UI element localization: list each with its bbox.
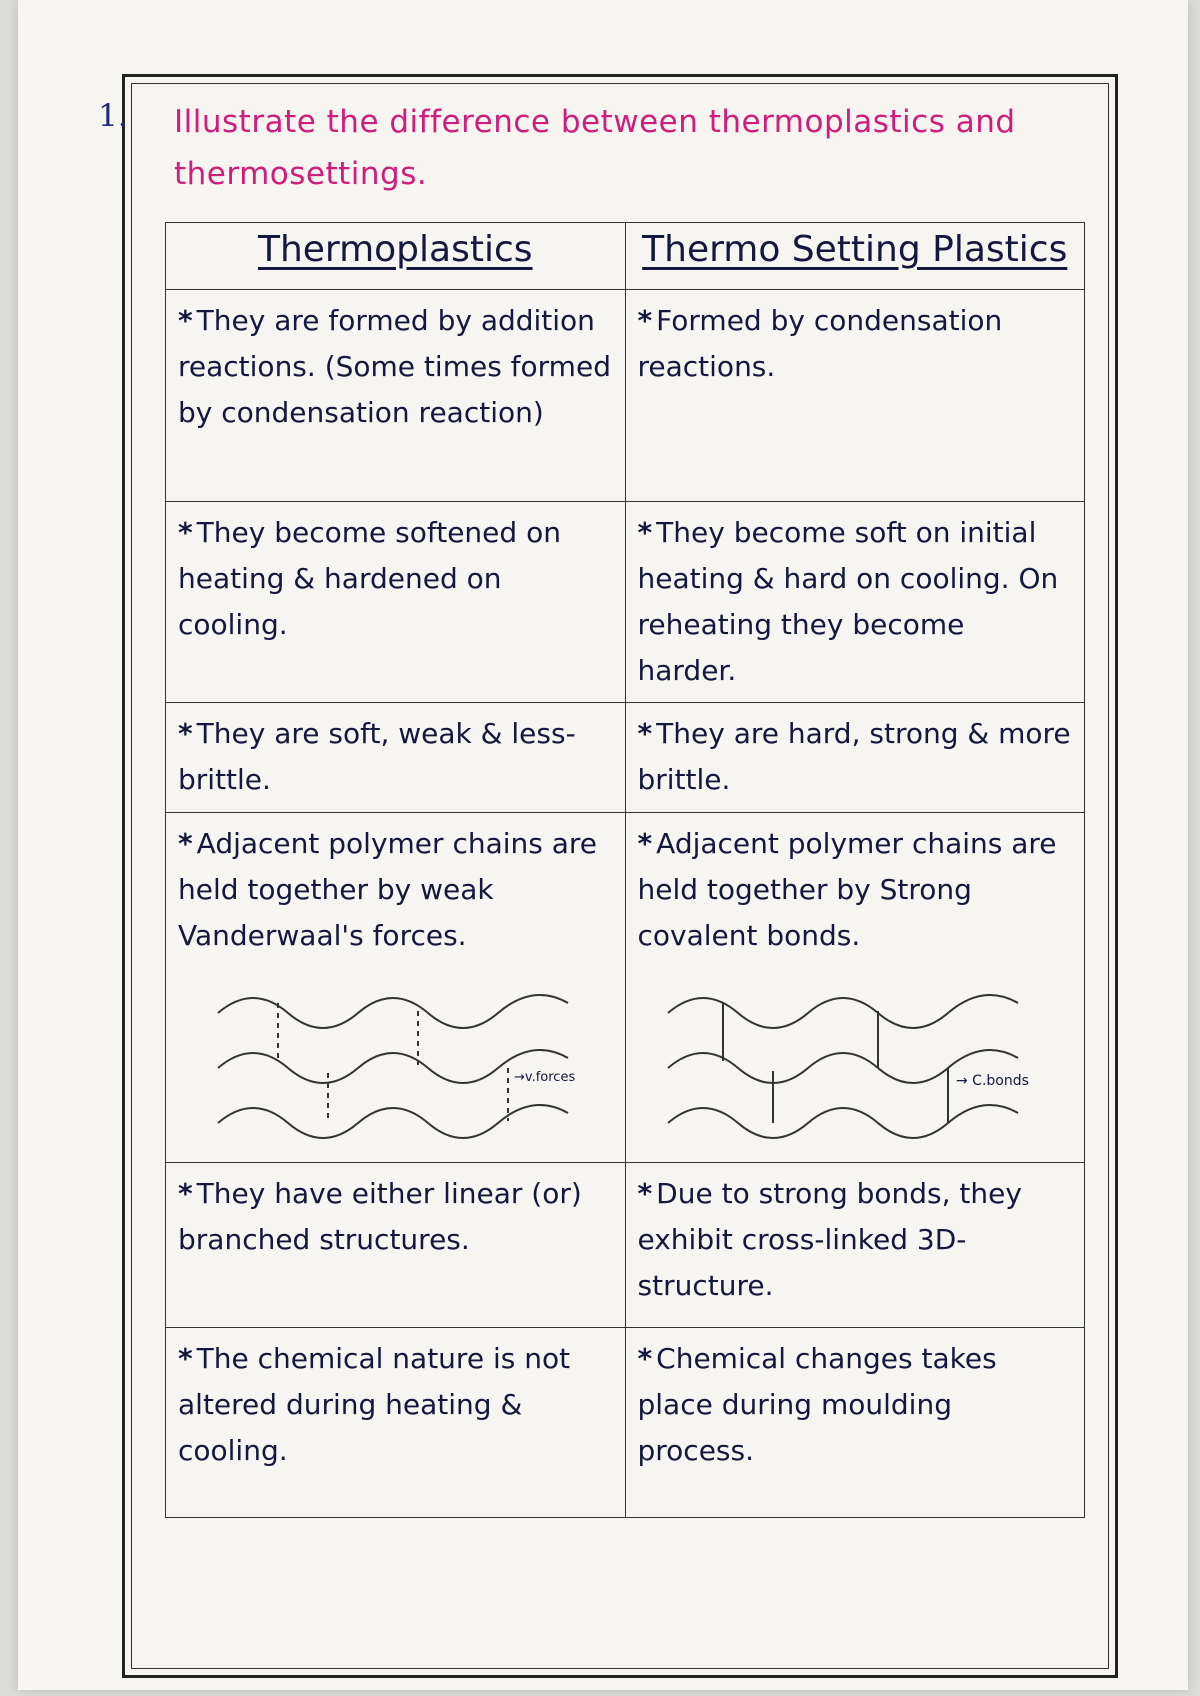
row-1-left: * They are formed by addition reactions. (Some times formed by condensation reaction) bbox=[166, 290, 626, 502]
comparison-table bbox=[165, 222, 1085, 1518]
polymer-chain bbox=[668, 1105, 1018, 1138]
question-text: Illustrate the difference between thermoplastics and thermosettings. bbox=[174, 104, 1016, 192]
question-number: 1. bbox=[98, 98, 128, 134]
table-row bbox=[166, 502, 1085, 703]
row-2-right: * They become soft on initial heating & hard on cooling. On reheating they become harder. bbox=[625, 502, 1085, 703]
row-2-left: * They become softened on heating & hardened on cooling. bbox=[166, 502, 626, 703]
table-row bbox=[166, 813, 1085, 1163]
row-6-right: * Chemical changes takes place during moulding process. bbox=[625, 1328, 1085, 1518]
polymer-chain bbox=[668, 995, 1018, 1028]
thermosetting-chains-diagram bbox=[638, 973, 1058, 1153]
row-5-right: * Due to strong bonds, they exhibit cross-linked 3D-structure. bbox=[625, 1163, 1085, 1328]
table-row bbox=[166, 1328, 1085, 1518]
row-1-right: * Formed by condensation reactions. bbox=[625, 290, 1085, 502]
table-row bbox=[166, 703, 1085, 813]
diagram-label-cbonds: → C.bonds bbox=[955, 1073, 1029, 1089]
table-row bbox=[166, 1163, 1085, 1328]
row-5-left: * They have either linear (or) branched structures. bbox=[166, 1163, 626, 1328]
row-6-left: * The chemical nature is not altered during heating & cooling. bbox=[166, 1328, 626, 1518]
header-thermosetting: Thermo Setting Plastics bbox=[625, 223, 1085, 290]
header-row bbox=[166, 223, 1085, 290]
polymer-chain bbox=[218, 995, 568, 1028]
row-4-right: * Adjacent polymer chains are held together by Strong covalent bonds. → C.bonds bbox=[625, 813, 1085, 1163]
thermoplastic-chains-diagram bbox=[178, 973, 598, 1153]
polymer-chain bbox=[218, 1105, 568, 1138]
table-row bbox=[166, 290, 1085, 502]
row-3-right: * They are hard, strong & more brittle. bbox=[625, 703, 1085, 813]
header-thermoplastics: Thermoplastics bbox=[166, 223, 626, 290]
row-4-left: * Adjacent polymer chains are held together by weak Vanderwaal's forces. →v.forces bbox=[166, 813, 626, 1163]
diagram-label-vforces: →v.forces bbox=[514, 1070, 576, 1085]
row-3-left: * They are soft, weak & less-brittle. bbox=[166, 703, 626, 813]
